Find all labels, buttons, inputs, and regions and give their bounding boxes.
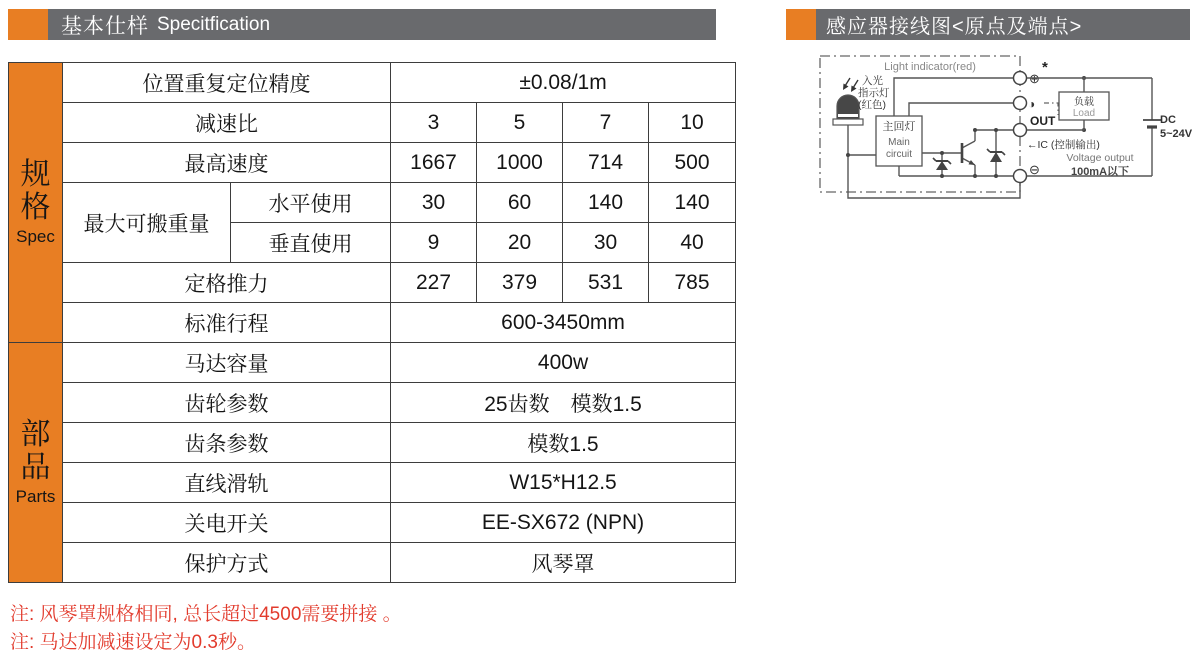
thrust-v1: 227 (391, 263, 477, 303)
rack-label: 齿条参数 (63, 423, 391, 463)
row-switch (9, 503, 736, 543)
stroke-value: 600-3450mm (391, 303, 736, 343)
vertical-v3: 30 (563, 223, 649, 263)
motor-value: 400w (391, 343, 736, 383)
right-header-accent-square (786, 9, 816, 40)
horizontal-v1: 30 (391, 183, 477, 223)
accuracy-label: 位置重复定位精度 (63, 63, 391, 103)
accuracy-value: ±0.08/1m (391, 63, 736, 103)
switch-value: EE-SX672 (NPN) (391, 503, 736, 543)
terminal-minus (1014, 170, 1027, 183)
battery-icon (1143, 120, 1161, 127)
terminal-plus (1014, 72, 1027, 85)
gear-value: 25齿数 模数1.5 (391, 383, 736, 423)
thrust-v3: 531 (563, 263, 649, 303)
payload-label: 最大可搬重量 (63, 183, 231, 263)
stroke-label: 标准行程 (63, 303, 391, 343)
main-circuit-label-cn: 主回灯 (882, 121, 916, 133)
section-parts-label-cn: 部品 (20, 418, 51, 484)
horizontal-v3: 140 (563, 183, 649, 223)
led-base (833, 119, 863, 125)
speed-v2: 1000 (477, 143, 563, 183)
ic-output-label: ←IC (控制输出) (1027, 139, 1100, 151)
section-spec-label-en: Spec (16, 227, 55, 246)
asterisk-mark: * (1042, 59, 1048, 76)
rack-value: 模数1.5 (391, 423, 736, 463)
row-protection (9, 543, 736, 583)
load-label-cn: 负载 (1074, 97, 1094, 108)
row-motor (9, 343, 736, 383)
terminal-out (1014, 124, 1027, 137)
left-header-bar (48, 9, 716, 40)
row-payload-horizontal (9, 183, 736, 223)
main-circuit-label-en2: circuit (885, 149, 913, 160)
speed-v4: 500 (649, 143, 736, 183)
plus-symbol: ⊕ (1029, 71, 1040, 86)
speed-label: 最高速度 (63, 143, 391, 183)
row-speed (9, 143, 736, 183)
vertical-label: 垂直使用 (231, 223, 391, 263)
load-label-en: Load (1072, 108, 1096, 119)
thrust-v4: 785 (649, 263, 736, 303)
vertical-v1: 9 (391, 223, 477, 263)
gear-label: 齿轮参数 (63, 383, 391, 423)
right-header-title: 感应器接线图<原点及端点> (826, 16, 1083, 38)
light-ray-icon (845, 78, 850, 86)
ratio-v2: 5 (477, 103, 563, 143)
ratio-v4: 10 (649, 103, 736, 143)
section-cell-parts (9, 343, 63, 583)
speed-v3: 714 (563, 143, 649, 183)
horizontal-v2: 60 (477, 183, 563, 223)
section-cell-spec (9, 63, 63, 343)
speed-v1: 1667 (391, 143, 477, 183)
terminal-light (1014, 97, 1027, 110)
right-header-bar (816, 9, 1190, 40)
row-ratio (9, 103, 736, 143)
voltage-output-label: Voltage output (1066, 152, 1134, 164)
switch-label: 关电开关 (63, 503, 391, 543)
footnote-motor-accel: 注: 马达加减速设定为0.3秒。 (10, 632, 256, 653)
vertical-v2: 20 (477, 223, 563, 263)
led-label-line2: 指示灯 (858, 87, 890, 99)
out-label: OUT (1030, 114, 1056, 128)
rail-label: 直线滑轨 (63, 463, 391, 503)
row-accuracy (9, 63, 736, 103)
protection-value: 风琴罩 (391, 543, 736, 583)
footnote-bellows: 注: 风琴罩规格相同, 总长超过4500需要拼接 。 (10, 604, 402, 625)
row-rack (9, 423, 736, 463)
light-indicator-label: Light indicator(red) (884, 61, 976, 73)
row-gear (9, 383, 736, 423)
section-parts-label-en: Parts (15, 487, 56, 506)
ratio-label: 减速比 (63, 103, 391, 143)
left-header-title-en: Specitfication (157, 13, 271, 35)
row-rail (9, 463, 736, 503)
left-header-accent-square (8, 9, 48, 40)
vertical-v4: 40 (649, 223, 736, 263)
thrust-v2: 379 (477, 263, 563, 303)
thrust-label: 定格推力 (63, 263, 391, 303)
spec-table (8, 62, 736, 583)
main-circuit-label-en1: Main (888, 137, 910, 148)
ratio-v1: 3 (391, 103, 477, 143)
dc-voltage-label: 5~24V (1160, 128, 1193, 140)
rail-value: W15*H12.5 (391, 463, 736, 503)
led-stripe (838, 114, 858, 117)
dc-label: DC (1160, 114, 1176, 126)
minus-symbol: ⊖ (1029, 162, 1040, 177)
horizontal-label: 水平使用 (231, 183, 391, 223)
half-circle-symbol: ◑ (1028, 97, 1036, 111)
sensor-wiring-diagram (812, 48, 1200, 208)
motor-label: 马达容量 (63, 343, 391, 383)
section-spec-label-cn: 规格 (20, 158, 51, 224)
current-limit-label: 100mA以下 (1070, 166, 1130, 178)
ratio-v3: 7 (563, 103, 649, 143)
led-label-line3: (红色) (858, 99, 886, 111)
row-thrust (9, 263, 736, 303)
led-label-line1: 入光 (862, 75, 883, 87)
row-stroke (9, 303, 736, 343)
left-header-title-cn: 基本仕样 (61, 14, 149, 38)
horizontal-v4: 140 (649, 183, 736, 223)
protection-label: 保护方式 (63, 543, 391, 583)
